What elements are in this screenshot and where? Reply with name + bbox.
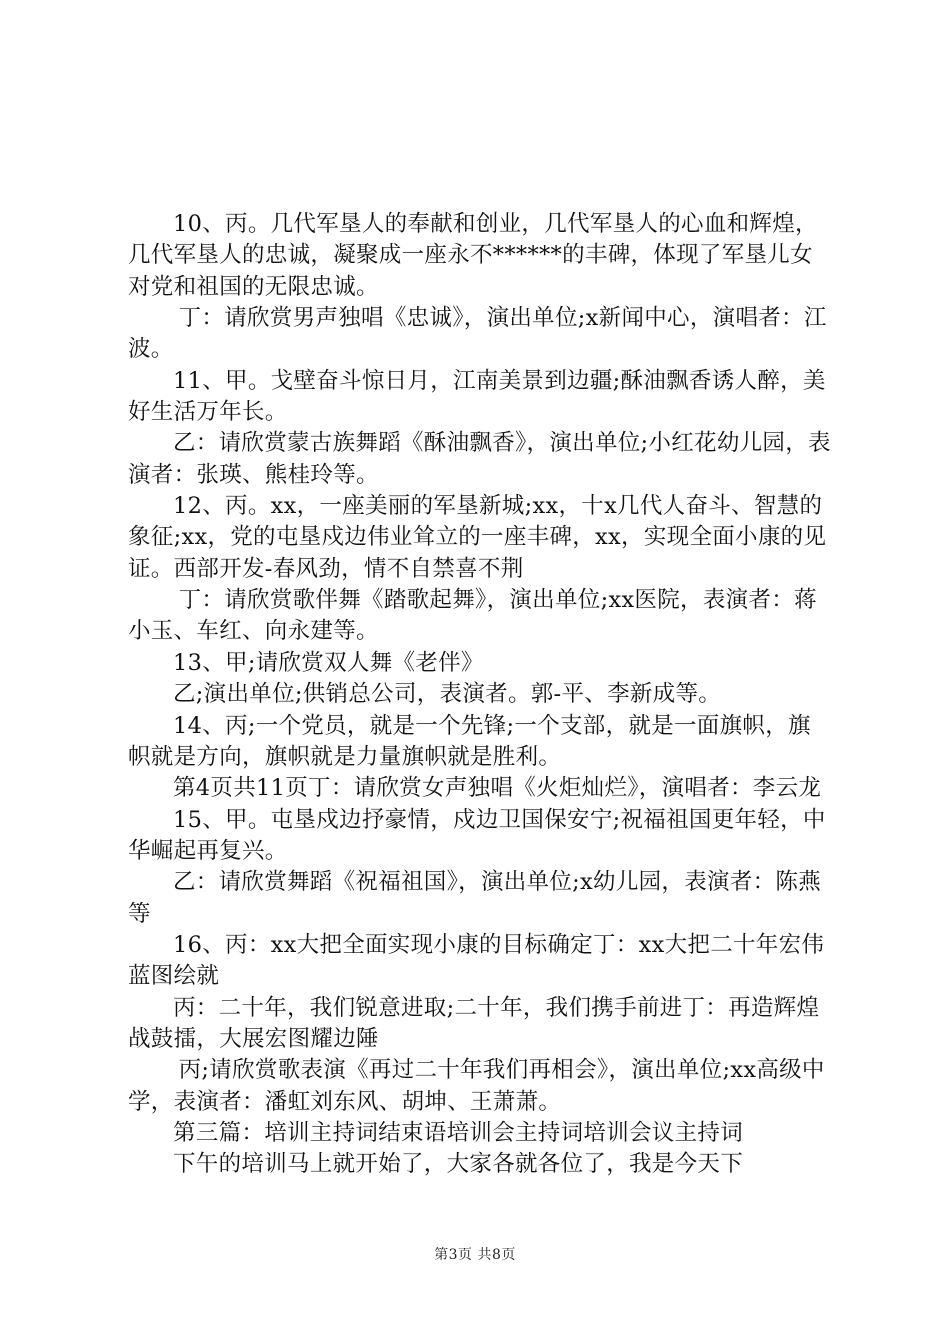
page-footer: 第3页 共8页: [434, 1247, 516, 1263]
paragraph-11-jia: 11、甲。戈壁奋斗惊日月，江南美景到边疆;酥油飘香诱人醉，美好生活万年长。: [128, 367, 826, 426]
paragraph-15-jia: 15、甲。屯垦戍边抒豪情，戍边卫国保安宁;祝福祖国更年轻，中华崛起再复兴。: [128, 806, 826, 864]
paragraph-16-bing: 16、丙：xx大把全面实现小康的目标确定丁：xx大把二十年宏伟蓝图绘就: [128, 931, 825, 990]
paragraph-bing-ershinian: 丙：二十年，我们锐意进取;二十年，我们携手前进丁：再造辉煌战鼓擂，大展宏图耀边陲: [128, 994, 820, 1052]
paragraph-13-jia: 13、甲;请欣赏双人舞《老伴》: [173, 649, 484, 676]
paragraph-training-intro: 下午的培训马上就开始了，大家各就各位了，我是今天下: [173, 1151, 744, 1178]
paragraph-ding-huoju: 第4页共11页丁：请欣赏女声独唱《火炬灿烂》，演唱者：李云龙: [173, 775, 822, 802]
section-heading-third: 第三篇：培训主持词结束语培训会主持词培训会议主持词: [173, 1119, 744, 1146]
paragraph-10-bing: 10、丙。几代军垦人的奉献和创业，几代军垦人的心血和辉煌，几代军垦人的忠诚，凝聚成一座永不******的丰碑，体现了军垦儿女对党和祖国的无限忠诚。: [128, 211, 818, 300]
paragraph-14-bing: 14、丙;一个党员，就是一个先锋;一个支部，就是一面旗帜，旗帜就是方向，旗帜就是力量旗帜就是胜利。: [128, 712, 811, 770]
paragraph-ding-tage: 丁：请欣赏歌伴舞《踏歌起舞》，演出单位;xx医院，表演者：蒋小玉、车红、向永建等。: [128, 587, 817, 645]
paragraph-yi-suyou: 乙：请欣赏蒙古族舞蹈《酥油飘香》，演出单位;小红花幼儿园，表演者：张瑛、熊桂玲等。: [128, 430, 831, 488]
document-body: [128, 209, 832, 1181]
paragraph-12-bing: 12、丙。xx，一座美丽的军垦新城;xx，十x几代人奋斗、智慧的象征;xx，党的屯垦戍边伟业耸立的一座丰碑，xx，实现全面小康的见证。西部开发-春风劲，情不自禁喜不荆: [128, 493, 827, 582]
paragraph-ding-zhongcheng: 丁：请欣赏男声独唱《忠诚》，演出单位;x新闻中心，演唱者：江波。: [128, 305, 827, 363]
paragraph-bing-gebiaoyan: 丙;请欣赏歌表演《再过二十年我们再相会》，演出单位;xx高级中学，表演者：潘虹刘东风、胡坤、王萧萧。: [128, 1057, 825, 1115]
paragraph-yi-zhufu: 乙：请欣赏舞蹈《祝福祖国》，演出单位;x幼儿园，表演者：陈燕等: [128, 869, 822, 927]
paragraph-yi-gongxiao: 乙;演出单位;供销总公司，表演者。郭-平、李新成等。: [173, 681, 722, 708]
